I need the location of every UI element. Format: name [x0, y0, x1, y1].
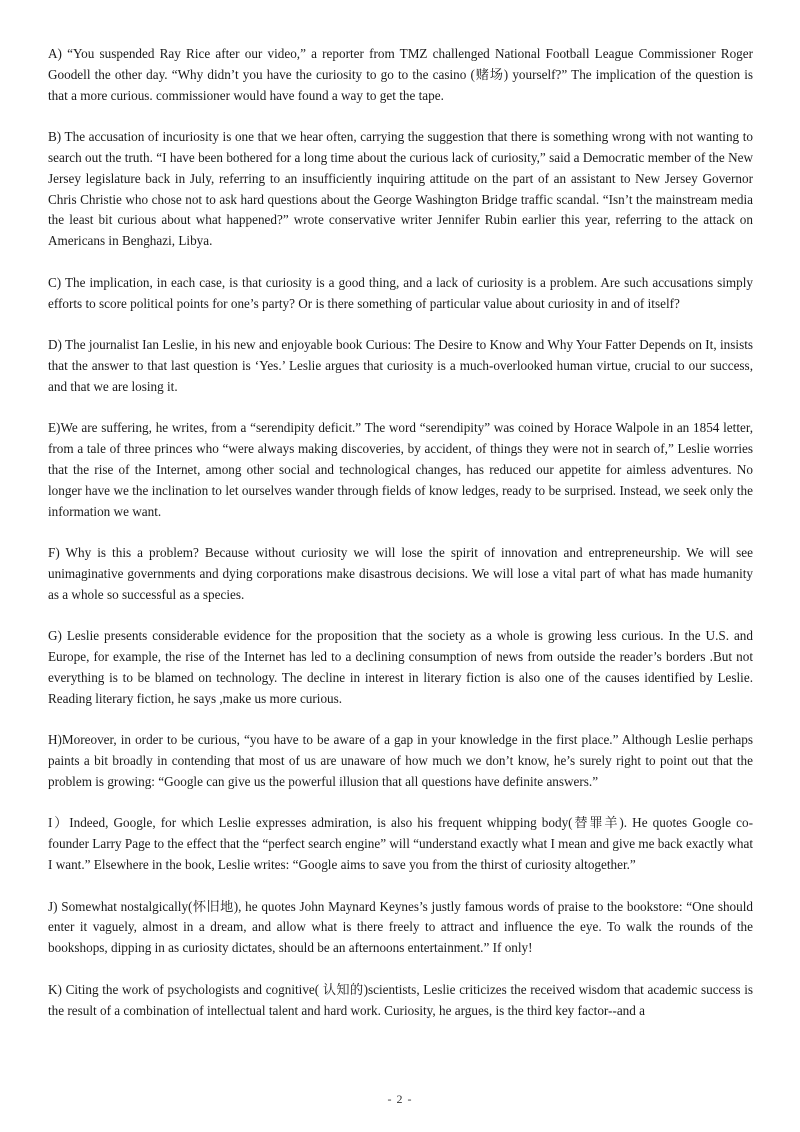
paragraph-c: C) The implication, in each case, is that curiosity is a good thing, and a lack of curiosity is a problem. Are such accusations simply efforts to score political points for one’s party? Or is there something of particular value about curiosity in and of itself? — [48, 274, 753, 311]
paragraph-b: B) The accusation of incuriosity is one that we hear often, carrying the suggestion that there is something wrong with not wanting to search out the truth. “I have been bothered for a long time about the curious lack of curiosity,” said a Democratic member of the New Jersey legislature back in July, referring to an insufficiently inquiring attitude on the part of an assistant to New Jersey Governor Chris Christie who chose not to ask hard questions about the George Washington Bridge traffic scandal. “Isn’t the mainstream media the least bit curious about what happened?” wrote conservative writer Jennifer Rubin earlier this year, referring to the attack on Americans in Benghazi, Libya. — [48, 129, 753, 249]
paragraph-i: I）Indeed, Google, for which Leslie expresses admiration, is also his frequent whipping body(替罪羊). He quotes Google co-founder Larry Page to the effect that the “perfect search engine” will “understand exactly what I mean and give me back exactly what I want.” Elsewhere in the book, Leslie writes: “Google aims to save you from the thirst of curiosity altogether.” — [48, 815, 753, 873]
paragraph-h: H)Moreover, in order to be curious, “you have to be aware of a gap in your knowledge in the first place.” Although Leslie perhaps paints a bit broadly in contending that most of us are unaware of how much we don’t know, he’s surely right to point out that the problem is growing: “Google can give us the powerful illusion that all questions have definite answers.” — [48, 732, 753, 789]
page-number: - 2 - — [387, 1092, 413, 1106]
paragraph-j: J) Somewhat nostalgically(怀旧地), he quotes John Maynard Keynes’s justly famous words of praise to the bookstore: “One should enter it vaguely, almost in a dream, and allow what is there freely to attract and influence the eye. To walk the rounds of the bookshops, dipping in as curiosity dictates, should be an afternoons entertainment.” If only! — [48, 898, 753, 956]
paragraph-a: A) “You suspended Ray Rice after our video,” a reporter from TMZ challenged National Football League Commissioner Roger Goodell the other day. “Why didn’t you have the curiosity to go to the casino (赌场) yourself?” The implication of the question is that a more curious. commissioner would have found a way to get the tape. — [48, 46, 753, 103]
paragraph-k: K) Citing the work of psychologists and cognitive( 认知的)scientists, Leslie criticizes the received wisdom that academic success is the result of a combination of intellectual talent and hard work. Curiosity, he argues, is the third key factor--and a — [48, 981, 753, 1018]
paragraph-f: F) Why is this a problem? Because without curiosity we will lose the spirit of innovation and entrepreneurship. We will see unimaginative governments and dying corporations make disastrous decisions. We will lose a vital part of what has made humanity as a whole so successful as a species. — [48, 545, 753, 602]
paragraph-g: G) Leslie presents considerable evidence for the proposition that the society as a whole is growing less curious. In the U.S. and Europe, for example, the rise of the Internet has led to a declining consumption of news from outside the reader’s borders .But not everything is to be blamed on technology. The decline in interest in literary fiction is also one of the causes identified by Leslie. Reading literary fiction, he says ,make us more curious. — [48, 628, 753, 706]
paragraph-e: E)We are suffering, he writes, from a “serendipity deficit.” The word “serendipity” was coined by Horace Walpole in an 1854 letter, from a tale of three princes who “were always making discoveries, by accident, of things they were not in search of,” Leslie worries that the rise of the Internet, among other social and technological changes, has reduced our appetite for aimless adventures. No longer have we the inclination to let ourselves wander through fields of know ledges, ready to be surprised. Instead, we seek only the information we want. — [48, 420, 753, 519]
paragraph-d: D) The journalist Ian Leslie, in his new and enjoyable book Curious: The Desire to Know and Why Your Fatter Depends on It, insists that the answer to that last question is ‘Yes.’ Leslie argues that curiosity is a much-overlooked human virtue, crucial to our success, and that we are losing it. — [48, 337, 753, 394]
document-body — [48, 44, 753, 1042]
